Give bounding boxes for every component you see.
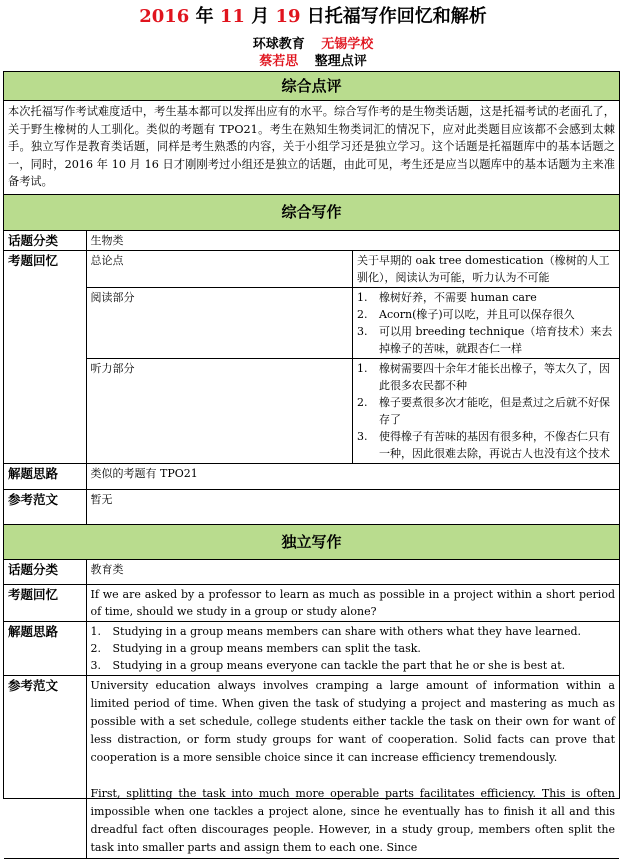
category-label: 话题分类	[4, 560, 86, 584]
sample-value: 暂无	[86, 490, 619, 525]
listening-label: 听力部分	[86, 359, 353, 464]
summary-band: 综合点评	[4, 72, 619, 101]
sample-label: 参考范文	[4, 490, 86, 525]
sample-essay	[86, 675, 619, 858]
recall-value: If we are asked by a professor to learn as much as possible in a project within a short period of time, should we study in a group or study alone?	[86, 584, 619, 621]
table-row	[4, 464, 619, 490]
idea-label: 解题思路	[4, 464, 86, 490]
org-line	[0, 36, 626, 53]
title-text: 年	[189, 6, 220, 27]
list-item: 3. 使得橡子有苦味的基因有很多种，不像杏仁只有一种，因此很难去除，再说古人也没有这个技术	[357, 430, 610, 460]
document-frame	[3, 71, 620, 854]
list-item: 3. Studying in a group means everyone can tackle the part that he or she is best at.	[90, 658, 566, 672]
title-month: 11	[219, 6, 245, 27]
reading-label: 阅读部分	[86, 288, 353, 359]
table-row	[4, 288, 619, 359]
essay-paragraph: University education always involves cramping a large amount of information within a limited period of time. When given the task of studying a project and mastering as much as possible with a set schedule, college students either tackle the task on their own for want of less distraction, or form study groups for want of cooperation. Solid facts can prove that cooperation is a more sensible choice since it can increase efficiency tremendously.	[90, 678, 615, 764]
table-row	[4, 675, 619, 858]
list-item: 1. 橡树好养，不需要 human care	[357, 291, 537, 304]
category-label: 话题分类	[4, 231, 86, 251]
author-name: 蔡若思	[259, 54, 299, 69]
independent-table	[4, 560, 619, 859]
listening-points	[353, 359, 620, 464]
sample-label: 参考范文	[4, 675, 86, 858]
table-row	[4, 621, 619, 675]
table-row	[4, 251, 619, 288]
title-day: 19	[275, 6, 301, 27]
table-row	[4, 231, 619, 251]
essay-paragraph: First, splitting the task into much more operable parts facilitates efficiency. This is often impossible when one tackles a project alone, since he eventually has to finish it all and this dreadful fact often discourages people. However, in a study group, members often split the task into smaller parts and assign them to each one. Since	[90, 786, 615, 854]
list-item: 2. Studying in a group means members can split the task.	[90, 641, 421, 655]
list-item: 2. 橡子要煮很多次才能吃，但是煮过之后就不好保存了	[357, 396, 610, 426]
reading-points	[353, 288, 620, 359]
recall-label: 考题回忆	[4, 251, 86, 464]
document-title	[0, 6, 626, 28]
title-year: 2016	[139, 6, 190, 27]
list-item: 1. Studying in a group means members can share with others what they have learned.	[90, 624, 582, 638]
list-item: 1. 橡树需要四十余年才能长出橡子，等太久了，因此很多农民都不种	[357, 362, 610, 392]
list-item: 3. 可以用 breeding technique（培育技术）来去掉橡子的苦味，就跟杏仁一样	[357, 325, 613, 355]
independent-band: 独立写作	[4, 525, 619, 560]
list-item: 2. Acorn(橡子)可以吃，并且可以保存很久	[357, 308, 575, 321]
idea-points	[86, 621, 619, 675]
table-row	[4, 560, 619, 584]
title-text: 月	[244, 6, 276, 27]
thesis-label: 总论点	[86, 251, 353, 288]
category-value: 教育类	[86, 560, 619, 584]
integrated-table	[4, 231, 619, 525]
summary-text: 本次托福写作考试难度适中，考生基本都可以发挥出应有的水平。综合写作考的是生物类话题，这是托福考试的老面孔了，关于野生橡树的人工驯化。类似的考题有 TPO21。考生在熟知生物类词汇的情况下，应对此类题目应该都不会感到太棘手。独立写作是教育类话题，同样是考生熟悉的内容，关于小组学习还是独立学习。这个话题是托福题库中的基本话题之一，同时，2016 年 10 月 16 日才刚刚考过小组还是独立的话题，由此可见，考生还是应当以题库中的基本话题为主来准备考试。	[4, 101, 619, 195]
category-value: 生物类	[86, 231, 619, 251]
title-text: 日托福写作回忆和解析	[300, 6, 487, 27]
table-row	[4, 490, 619, 525]
author-line	[0, 53, 626, 70]
integrated-band: 综合写作	[4, 195, 619, 231]
table-row	[4, 359, 619, 464]
school-name: 无锡学校	[321, 37, 374, 52]
recall-label: 考题回忆	[4, 584, 86, 621]
org-name: 环球教育	[252, 37, 305, 52]
idea-value: 类似的考题有 TPO21	[86, 464, 619, 490]
thesis-value: 关于早期的 oak tree domestication（橡树的人工驯化），阅读认为可能，听力认为不可能	[353, 251, 620, 288]
table-row	[4, 584, 619, 621]
author-role: 整理点评	[314, 54, 367, 69]
idea-label: 解题思路	[4, 621, 86, 675]
